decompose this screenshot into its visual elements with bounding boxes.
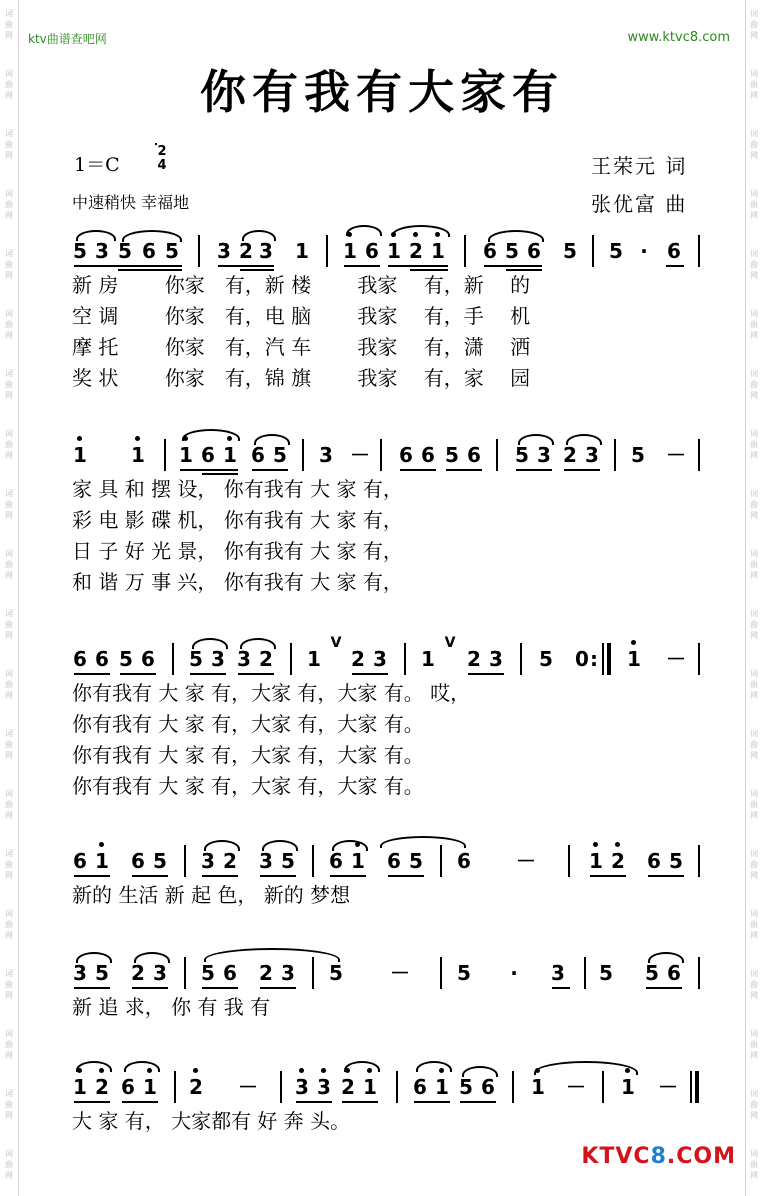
right-watermark-strip bbox=[745, 0, 764, 1196]
score-line-2 bbox=[0, 442, 764, 472]
watermark-mark: 词 曲 网 bbox=[750, 429, 758, 460]
note: 6 bbox=[457, 849, 471, 873]
note: 6 bbox=[413, 1075, 427, 1099]
note: 3 bbox=[201, 849, 215, 873]
watermark-mark: 词 曲 网 bbox=[750, 969, 758, 1000]
watermark-mark: 词 曲 网 bbox=[750, 549, 758, 580]
note: － bbox=[666, 443, 686, 467]
note: 5 bbox=[609, 239, 623, 263]
watermark-mark: 词 曲 网 bbox=[5, 189, 13, 220]
watermark-mark: 词 曲 网 bbox=[750, 1149, 758, 1180]
note: 2 bbox=[610, 848, 626, 874]
note: 5 bbox=[118, 239, 132, 263]
lyric-line: 彩 电 影 碟 机， 你有我有 大 家 有， bbox=[72, 508, 403, 532]
watermark-mark: 词 曲 网 bbox=[5, 969, 13, 1000]
watermark-mark: 词 曲 网 bbox=[750, 849, 758, 880]
watermark-mark: 词 曲 网 bbox=[750, 189, 758, 220]
note: 1 bbox=[72, 1074, 88, 1100]
watermark-mark: 词 曲 网 bbox=[750, 369, 758, 400]
watermark-mark: 词 曲 网 bbox=[750, 789, 758, 820]
lyric-line: 新的 生活 新 起 色， 新的 梦想 bbox=[72, 883, 351, 907]
watermark-mark: 词 曲 网 bbox=[750, 609, 758, 640]
watermark-mark: 词 曲 网 bbox=[5, 849, 13, 880]
note: 1 bbox=[94, 848, 110, 874]
watermark-mark: 词 曲 网 bbox=[750, 909, 758, 940]
note: 2 bbox=[239, 239, 253, 263]
lyric-line: 你有我有 大 家 有，大家 有，大家 有。 bbox=[72, 712, 424, 736]
note: 6 bbox=[467, 443, 481, 467]
note: 1 bbox=[178, 442, 194, 468]
note: 1 bbox=[222, 442, 238, 468]
lyric-line: 日 子 好 光 景， 你有我有 大 家 有， bbox=[72, 539, 403, 563]
note: 5 bbox=[73, 239, 87, 263]
note: 6 bbox=[667, 961, 681, 985]
site-url-right[interactable]: www.ktvc8.com bbox=[627, 30, 730, 45]
note: 1 bbox=[530, 1074, 546, 1100]
lyric-line: 新 追 求， 你 有 我 有 bbox=[72, 995, 271, 1019]
note: 3 bbox=[211, 647, 225, 671]
note: 3 bbox=[551, 961, 565, 985]
score-line-4 bbox=[0, 848, 764, 878]
note: 5 bbox=[281, 849, 295, 873]
note: 6 bbox=[527, 239, 541, 263]
watermark-mark: 词 曲 网 bbox=[5, 549, 13, 580]
note: 3 bbox=[237, 647, 251, 671]
note: 1 bbox=[434, 1074, 450, 1100]
note: 6 bbox=[223, 961, 237, 985]
note: － bbox=[566, 1075, 586, 1099]
watermark-mark: 词 曲 网 bbox=[750, 129, 758, 160]
watermark-mark: 词 曲 网 bbox=[5, 9, 13, 40]
note: 5 bbox=[445, 443, 459, 467]
note: 2 bbox=[94, 1074, 110, 1100]
lyric-line: 空 调 你家 有，电 脑 我家 有，手 机 bbox=[72, 304, 531, 328]
lyric-line: 你有我有 大 家 有，大家 有，大家 有。 bbox=[72, 774, 424, 798]
note: 1 bbox=[386, 238, 402, 264]
lyric-line: 家 具 和 摆 设， 你有我有 大 家 有， bbox=[72, 477, 403, 501]
note: 6 bbox=[131, 849, 145, 873]
note: 1 bbox=[588, 848, 604, 874]
note: 5 bbox=[457, 961, 471, 985]
note: 3 bbox=[259, 849, 273, 873]
watermark-mark: 词 曲 网 bbox=[5, 249, 13, 280]
watermark-mark: 词 曲 网 bbox=[5, 669, 13, 700]
watermark-mark: 词 曲 网 bbox=[750, 69, 758, 100]
note: 1 bbox=[626, 646, 642, 672]
watermark-mark: 词 曲 网 bbox=[5, 609, 13, 640]
note: 5 bbox=[459, 1075, 473, 1099]
note: 5 bbox=[563, 239, 577, 263]
score-line-1 bbox=[0, 238, 764, 268]
tempo-marking: 中速稍快 幸福地 bbox=[72, 193, 190, 212]
note: 6 bbox=[141, 647, 155, 671]
meter-bottom: 4 bbox=[157, 158, 167, 173]
note: 6 bbox=[483, 239, 497, 263]
note: 2 bbox=[340, 1074, 356, 1100]
watermark-mark: 词 曲 网 bbox=[750, 1089, 758, 1120]
note: － bbox=[666, 647, 686, 671]
note: 6 bbox=[142, 239, 156, 263]
watermark-mark: 词 曲 网 bbox=[5, 909, 13, 940]
note: 6 bbox=[73, 849, 87, 873]
note: 1 bbox=[342, 238, 358, 264]
watermark-mark: 词 曲 网 bbox=[750, 249, 758, 280]
note: 3 bbox=[373, 647, 387, 671]
note: － bbox=[658, 1075, 678, 1099]
lyric-line: 新 房 你家 有，新 楼 我家 有，新 的 bbox=[72, 273, 531, 297]
note: 5 bbox=[329, 961, 343, 985]
note: 1 bbox=[72, 442, 88, 468]
note: 1 bbox=[362, 1074, 378, 1100]
note: 5 bbox=[669, 849, 683, 873]
note: 6 bbox=[421, 443, 435, 467]
time-signature bbox=[155, 145, 169, 173]
note: 1 bbox=[350, 848, 366, 874]
note: 3 bbox=[294, 1074, 310, 1100]
note: 2 bbox=[467, 647, 481, 671]
watermark-mark: 词 曲 网 bbox=[750, 9, 758, 40]
note: 6 bbox=[73, 647, 87, 671]
breath-mark: V bbox=[330, 635, 342, 651]
note: 1 bbox=[142, 1074, 158, 1100]
left-watermark-strip bbox=[0, 0, 19, 1196]
note: 6 bbox=[251, 443, 265, 467]
note: 6 bbox=[387, 849, 401, 873]
note: 2 bbox=[259, 647, 273, 671]
note: 2 bbox=[408, 238, 424, 264]
note: 1 bbox=[421, 647, 435, 671]
meter-top: 2 bbox=[157, 144, 167, 159]
note: 6 bbox=[667, 239, 681, 263]
note: 6 bbox=[95, 647, 109, 671]
note: － bbox=[350, 443, 370, 467]
watermark-mark: 词 曲 网 bbox=[5, 1089, 13, 1120]
note: 6 bbox=[329, 849, 343, 873]
key-signature: 1＝C bbox=[74, 154, 120, 176]
note: 6 bbox=[647, 849, 661, 873]
site-name-left[interactable]: ktv曲谱查吧网 bbox=[28, 32, 107, 46]
composer-credit: 张优富 曲 bbox=[591, 192, 688, 216]
note: 2 bbox=[351, 647, 365, 671]
watermark-mark: 词 曲 网 bbox=[5, 69, 13, 100]
song-title: 你有我有大家有 bbox=[200, 65, 564, 119]
note: 3 bbox=[259, 239, 273, 263]
note: 2 bbox=[223, 849, 237, 873]
lyric-line: 奖 状 你家 有，锦 旗 我家 有，家 园 bbox=[72, 366, 531, 390]
note: 3 bbox=[153, 961, 167, 985]
watermark-mark: 词 曲 网 bbox=[5, 1149, 13, 1180]
note: － bbox=[516, 849, 536, 873]
watermark-mark: 词 曲 网 bbox=[5, 789, 13, 820]
note: 2 bbox=[131, 961, 145, 985]
note: 2 bbox=[188, 1074, 204, 1100]
note: · bbox=[510, 961, 518, 985]
note: 6 bbox=[399, 443, 413, 467]
note: 3 bbox=[489, 647, 503, 671]
note: 5 bbox=[201, 961, 215, 985]
lyric-line: 摩 托 你家 有，汽 车 我家 有，潇 洒 bbox=[72, 335, 531, 359]
note: 3 bbox=[537, 443, 551, 467]
note: 3 bbox=[281, 961, 295, 985]
lyric-line: 你有我有 大 家 有，大家 有，大家 有。 哎， bbox=[72, 681, 471, 705]
note: 1 bbox=[430, 238, 446, 264]
note: 6 bbox=[121, 1075, 135, 1099]
ktvc8-logo[interactable]: KTVC8.COM bbox=[581, 1144, 736, 1169]
note: 5 bbox=[539, 647, 553, 671]
note: 3 bbox=[319, 443, 333, 467]
note: 5 bbox=[505, 239, 519, 263]
note: 1 bbox=[620, 1074, 636, 1100]
note: 6 bbox=[481, 1075, 495, 1099]
note: 5 bbox=[273, 443, 287, 467]
note: 1 bbox=[130, 442, 146, 468]
watermark-mark: 词 曲 网 bbox=[5, 1029, 13, 1060]
note: 5 bbox=[95, 961, 109, 985]
score-line-5 bbox=[0, 960, 764, 990]
note: 3 bbox=[585, 443, 599, 467]
note: 6 bbox=[365, 239, 379, 263]
note: · bbox=[640, 239, 648, 263]
note: 3 bbox=[73, 961, 87, 985]
watermark-mark: 词 曲 网 bbox=[5, 129, 13, 160]
note: 3 bbox=[217, 239, 231, 263]
note: － bbox=[238, 1075, 258, 1099]
watermark-mark: 词 曲 网 bbox=[750, 1029, 758, 1060]
lyric-line: 和 谐 万 事 兴， 你有我有 大 家 有， bbox=[72, 570, 403, 594]
watermark-mark: 词 曲 网 bbox=[5, 429, 13, 460]
note: 1 bbox=[295, 239, 309, 263]
note: 5 bbox=[409, 849, 423, 873]
note: 5 bbox=[165, 239, 179, 263]
lyricist-credit: 王荣元 词 bbox=[591, 154, 688, 178]
note: 2 bbox=[563, 443, 577, 467]
watermark-mark: 词 曲 网 bbox=[5, 489, 13, 520]
note: 3 bbox=[95, 239, 109, 263]
watermark-mark: 词 曲 网 bbox=[5, 369, 13, 400]
note: 5 bbox=[153, 849, 167, 873]
lyric-line: 你有我有 大 家 有，大家 有，大家 有。 bbox=[72, 743, 424, 767]
watermark-mark: 词 曲 网 bbox=[750, 309, 758, 340]
lyric-line: 大 家 有， 大家都有 好 奔 头。 bbox=[72, 1109, 351, 1133]
note: － bbox=[390, 961, 410, 985]
note: 5 bbox=[119, 647, 133, 671]
meter-line bbox=[155, 143, 157, 145]
breath-mark: V bbox=[444, 635, 456, 651]
note: 5 bbox=[189, 647, 203, 671]
note: 5 bbox=[645, 961, 659, 985]
score-line-6 bbox=[0, 1074, 764, 1104]
watermark-mark: 词 曲 网 bbox=[750, 729, 758, 760]
note: 3 bbox=[316, 1074, 332, 1100]
note: 5 bbox=[515, 443, 529, 467]
note: 5 bbox=[631, 443, 645, 467]
note: 2 bbox=[259, 961, 273, 985]
watermark-mark: 词 曲 网 bbox=[750, 489, 758, 520]
note: 6 bbox=[201, 443, 215, 467]
watermark-mark: 词 曲 网 bbox=[5, 729, 13, 760]
note: 1 bbox=[307, 647, 321, 671]
note: 5 bbox=[599, 961, 613, 985]
watermark-mark: 词 曲 网 bbox=[750, 669, 758, 700]
score-line-3 bbox=[0, 635, 764, 676]
repeat-dots: : bbox=[590, 647, 598, 671]
note: 0 bbox=[575, 647, 589, 671]
watermark-mark: 词 曲 网 bbox=[5, 309, 13, 340]
